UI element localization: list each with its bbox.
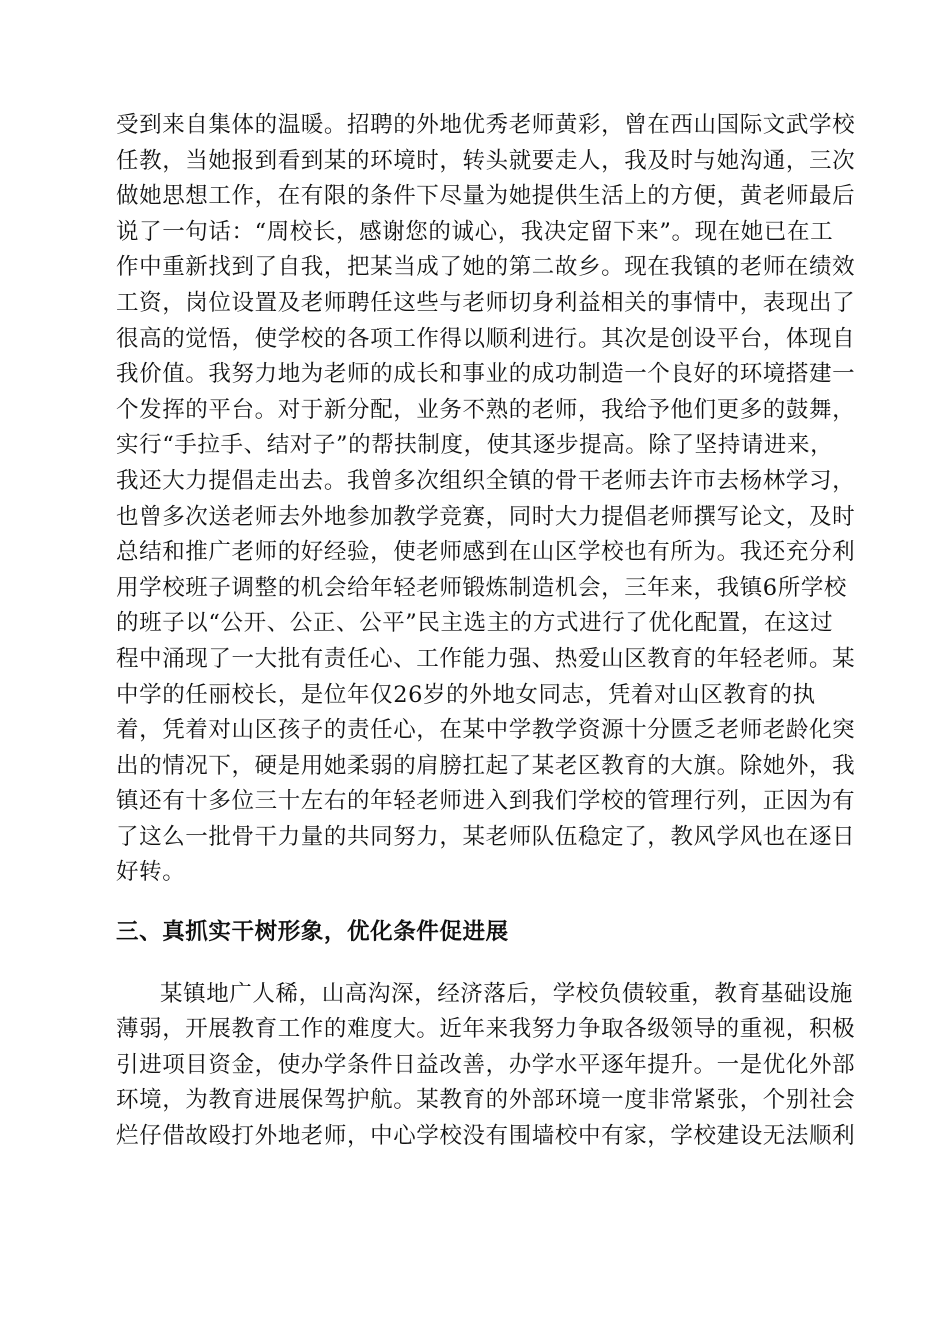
text-line: 做她思想工作，在有限的条件下尽量为她提供生活上的方便，黄老师最后 [116,183,856,210]
text-line: 了这么一批骨干力量的共同努力，某老师队伍稳定了，教风学风也在逐日 [116,823,856,850]
text-line: 我价值。我努力地为老师的成长和事业的成功制造一个良好的环境搭建一 [116,361,856,388]
text-line: 任教，当她报到看到某的环境时，转头就要走人，我及时与她沟通，三次 [116,147,856,174]
text-line: 中学的任丽校长，是位年仅26岁的外地女同志，凭着对山区教育的执 [116,681,816,708]
text-line: 总结和推广老师的好经验，使老师感到在山区学校也有所为。我还充分利 [116,539,856,566]
text-line: 着，凭着对山区孩子的责任心，在某中学教学资源十分匮乏老师老龄化突 [116,717,856,744]
text-line: 个发挥的平台。对于新分配，业务不熟的老师，我给予他们更多的鼓舞， [116,396,856,423]
text-line: 工资，岗位设置及老师聘任这些与老师切身利益相关的事情中，表现出了 [116,289,856,316]
section-heading: 三、真抓实干树形象，优化条件促进展 [116,919,509,946]
text-line: 实行“手拉手、结对子”的帮扶制度，使其逐步提高。除了坚持请进来， [116,432,834,459]
text-line: 出的情况下，硬是用她柔弱的肩膀扛起了某老区教育的大旗。除她外，我 [116,752,856,779]
text-line: 的班子以“公开、公正、公平”民主选主的方式进行了优化配置，在这过 [116,610,834,637]
paragraph-1 [116,108,856,891]
text-line: 我还大力提倡走出去。我曾多次组织全镇的骨干老师去许市去杨林学习， [116,467,856,494]
text-line: 作中重新找到了自我，把某当成了她的第二故乡。现在我镇的老师在绩效 [116,254,856,281]
text-line: 程中涌现了一大批有责任心、工作能力强、热爱山区教育的年轻老师。某 [116,645,856,672]
text-line: 某镇地广人稀，山高沟深，经济落后，学校负债较重，教育基础设施 [160,980,854,1007]
text-line: 薄弱，开展教育工作的难度大。近年来我努力争取各级领导的重视，积极 [116,1016,856,1043]
text-line: 好转。 [116,859,186,886]
text-line: 说了一句话：“周校长，感谢您的诚心，我决定留下来”。现在她已在工 [116,218,834,245]
text-line: 很高的觉悟，使学校的各项工作得以顺利进行。其次是创设平台，体现自 [116,325,856,352]
text-line: 用学校班子调整的机会给年轻老师锻炼制造机会，三年来，我镇6所学校 [116,574,848,601]
text-line: 烂仔借故殴打外地老师，中心学校没有围墙校中有家，学校建设无法顺利 [116,1123,856,1150]
paragraph-2 [116,977,856,1155]
text-line: 镇还有十多位三十左右的年轻老师进入到我们学校的管理行列，正因为有 [116,788,856,815]
text-line: 受到来自集体的温暖。招聘的外地优秀老师黄彩，曾在西山国际文武学校 [116,112,856,138]
text-line: 引进项目资金，使办学条件日益改善，办学水平逐年提升。一是优化外部 [116,1051,856,1078]
text-line: 也曾多次送老师去外地参加教学竞赛，同时大力提倡老师撰写论文，及时 [116,503,856,530]
text-line: 环境，为教育进展保驾护航。某教育的外部环境一度非常紧张，个别社会 [116,1087,856,1114]
